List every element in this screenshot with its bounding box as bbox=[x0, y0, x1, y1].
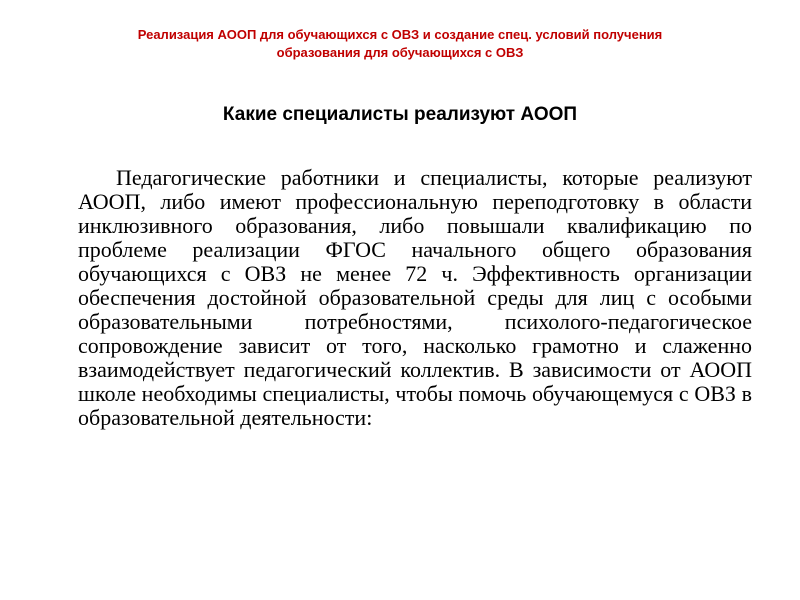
body-paragraph: Педагогические работники и специалисты, которые реализуют АООП, либо имеют профессиональную переподготовку в области инклюзивного образования, либо повышали квалификацию по проблеме реализации ФГОС начального общего образования обучающихся с ОВЗ не менее 72 ч. Эффективность организации обеспечения достойной образовательной среды для лиц с особыми образовательными потребностями, психолого-педагогическое сопровождение зависит от того, насколько грамотно и слаженно взаимодействует педагогический коллектив. В зависимости от АООП школе необходимы специалисты, чтобы помочь обучающемуся с ОВЗ в образовательной деятельности: bbox=[78, 165, 752, 430]
slide-header bbox=[40, 26, 760, 62]
header-line-1: Реализация АООП для обучающихся с ОВЗ и создание спец. условий получения bbox=[137, 27, 663, 42]
header-line-2: образования для обучающихся с ОВЗ bbox=[276, 45, 524, 60]
slide-subtitle: Какие специалисты реализуют АООП bbox=[222, 104, 578, 125]
